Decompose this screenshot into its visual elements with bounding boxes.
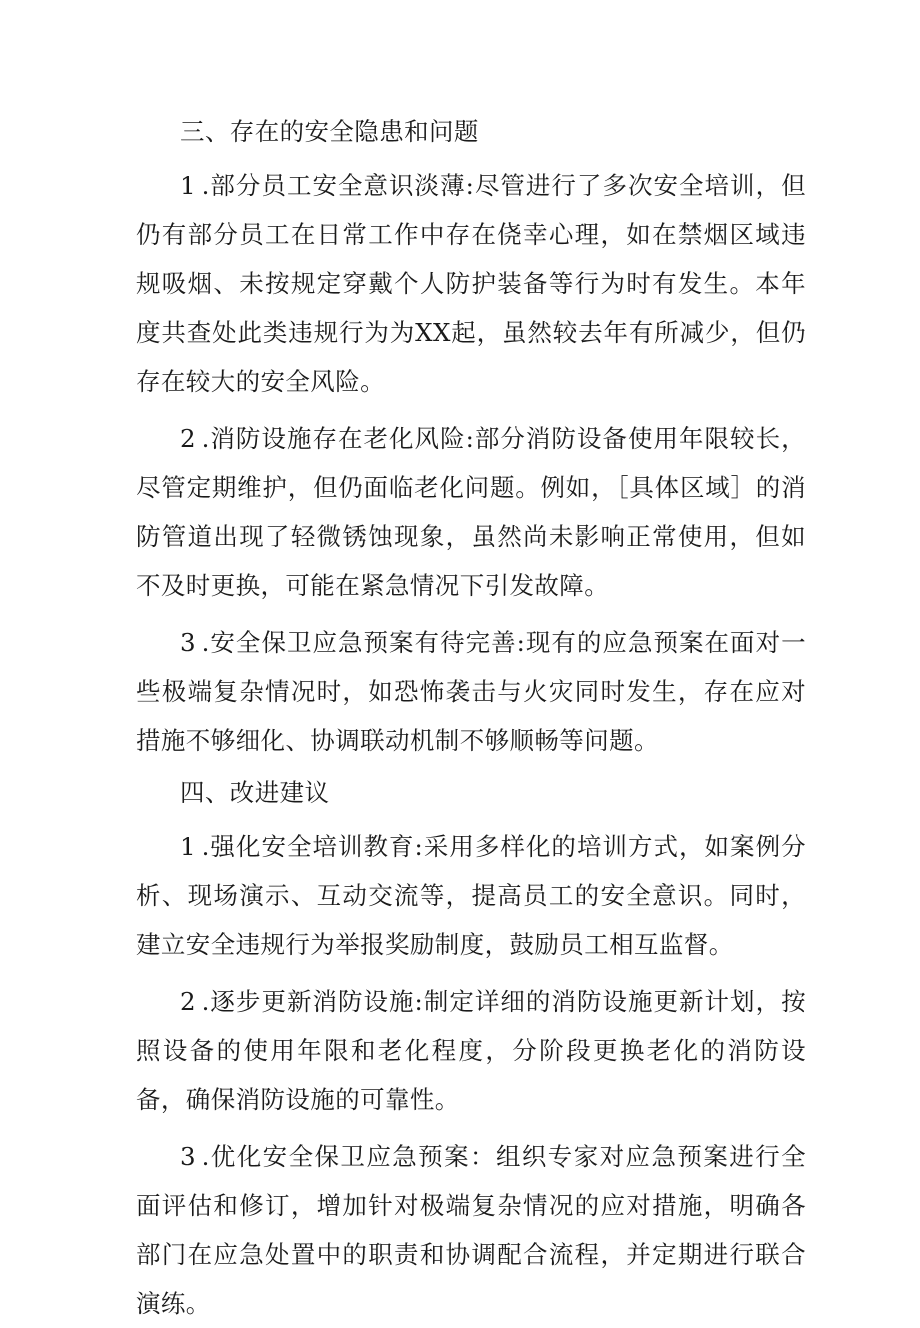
item-text: .部分员工安全意识淡薄:尽管进行了多次安全培训，但仍有部分员工在日常工作中存在侥幸心理，如在禁烟区域违规吸烟、未按规定穿戴个人防护装备等行为时有发生。本年度共查处此类违规行为为XX起，虽然较去年有所减少，但仍存在较大的安全风险。: [136, 171, 806, 396]
list-item: [136, 414, 806, 610]
item-number: 1: [180, 832, 202, 861]
item-number: 3: [180, 1142, 202, 1171]
list-item: [136, 822, 806, 969]
section-heading: 四、改进建议: [180, 778, 330, 807]
item-number: 3: [180, 628, 202, 657]
document-body: [136, 112, 806, 1328]
section-heading: 三、存在的安全隐患和问题: [180, 117, 479, 146]
section-suggestions: [136, 773, 806, 1328]
list-item: [136, 161, 806, 406]
item-text: .强化安全培训教育:采用多样化的培训方式，如案例分析、现场演示、互动交流等，提高员工的安全意识。同时，建立安全违规行为举报奖励制度，鼓励员工相互监督。: [136, 832, 806, 959]
item-number: 2: [180, 987, 202, 1016]
list-item: [136, 1132, 806, 1328]
item-text: .安全保卫应急预案有待完善:现有的应急预案在面对一些极端复杂情况时，如恐怖袭击与火灾同时发生，存在应对措施不够细化、协调联动机制不够顺畅等问题。: [136, 628, 806, 755]
item-text: .消防设施存在老化风险:部分消防设备使用年限较长，尽管定期维护，但仍面临老化问题。例如，［具体区域］的消防管道出现了轻微锈蚀现象，虽然尚未影响正常使用，但如不及时更换，可能在紧急情况下引发故障。: [136, 424, 806, 600]
item-number: 1: [180, 171, 202, 200]
item-text: .优化安全保卫应急预案：组织专家对应急预案进行全面评估和修订，增加针对极端复杂情况的应对措施，明确各部门在应急处置中的职责和协调配合流程，并定期进行联合演练。: [136, 1142, 806, 1318]
section-hazards: [136, 112, 806, 773]
item-text: .逐步更新消防设施:制定详细的消防设施更新计划，按照设备的使用年限和老化程度，分阶段更换老化的消防设备，确保消防设施的可靠性。: [136, 987, 806, 1114]
item-number: 2: [180, 424, 202, 453]
list-item: [136, 977, 806, 1124]
list-item: [136, 618, 806, 765]
